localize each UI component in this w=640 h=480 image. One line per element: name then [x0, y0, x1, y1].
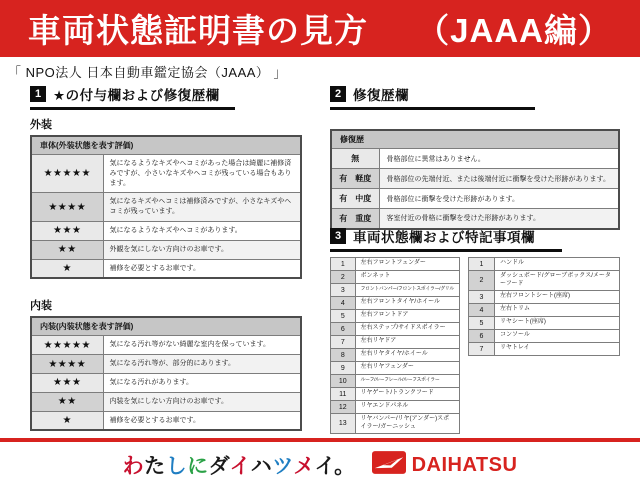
table-row — [331, 297, 460, 310]
grade-cell: 有 中度 — [331, 189, 379, 209]
section1-title: ★の付与欄および修復歴欄 — [53, 88, 220, 103]
repair-history-table — [330, 129, 620, 230]
red-divider-line — [0, 438, 640, 442]
table-row — [469, 317, 620, 330]
section3-number-badge: 3 — [330, 228, 346, 244]
number-cell: 3 — [331, 284, 356, 297]
number-cell: 11 — [331, 388, 356, 401]
interior-parts-table — [468, 257, 620, 356]
table-row — [331, 169, 619, 189]
description-cell: 補修を必要とするお車です。 — [103, 411, 301, 430]
description-cell: 気になる汚れがあります。 — [103, 373, 301, 392]
part-name-cell: 左右リヤフェンダー — [355, 362, 459, 375]
exterior-label: 外装 — [30, 119, 52, 131]
brand-wordmark: DAIHATSU — [411, 453, 518, 476]
grade-cell: 有 重度 — [331, 209, 379, 229]
page-title: 車両状態証明書の見方 — [28, 12, 368, 49]
description-cell: 内装を気にしない方向けのお車です。 — [103, 392, 301, 411]
number-cell: 8 — [331, 349, 356, 362]
part-name-cell: 左右フロントシート(座席) — [495, 291, 620, 304]
description-cell: 気になるようなキズやヘコミがあった場合は綺麗に補修済みですが、小さいなキズやヘコミが残っている場合もあります。 — [103, 155, 301, 193]
description-cell: 気になる汚れ等が、部分的にあります。 — [103, 355, 301, 374]
part-name-cell: リヤシート(座席) — [495, 317, 620, 330]
number-cell: 5 — [469, 317, 495, 330]
star-cell: ★★★★★ — [31, 155, 103, 193]
number-cell: 3 — [469, 291, 495, 304]
description-cell: 気になる汚れ等がない綺麗な室内を保っています。 — [103, 336, 301, 355]
organization-line: 「 NPO法人 日本自動車鑑定協会（JAAA） 」 — [8, 65, 288, 80]
exterior-rating-table — [30, 135, 302, 279]
grade-cell: 無 — [331, 149, 379, 169]
table-row — [31, 411, 301, 430]
table-row — [31, 240, 301, 259]
daihatsu-brand — [372, 451, 518, 479]
number-cell: 1 — [331, 258, 356, 271]
table-row — [331, 375, 460, 388]
section2-number-badge: 2 — [330, 86, 346, 102]
part-name-cell: リヤゲート/トランクフード — [355, 388, 459, 401]
table-row — [331, 401, 460, 414]
section1-heading — [30, 84, 235, 110]
exterior-table-header: 車体(外装状態を表す評価) — [31, 136, 301, 155]
part-name-cell: 左右トリム — [495, 304, 620, 317]
daihatsu-logo-icon — [372, 451, 406, 479]
number-cell: 10 — [331, 375, 356, 388]
description-cell: 気になるキズやヘコミは補修済みですが、小さなキズやヘコミが残っています。 — [103, 193, 301, 222]
slogan-char: た — [144, 455, 166, 478]
table-row — [331, 310, 460, 323]
number-cell: 13 — [331, 414, 356, 434]
number-cell: 4 — [469, 304, 495, 317]
slogan-char: イ — [314, 455, 335, 478]
part-name-cell: 左右フロントフェンダー — [355, 258, 459, 271]
table-row — [331, 388, 460, 401]
interior-label: 内装 — [30, 300, 52, 313]
section-star-ratings — [30, 84, 308, 431]
table-row — [31, 355, 301, 374]
table-row — [469, 330, 620, 343]
page-footer — [0, 450, 640, 480]
section2-heading — [330, 84, 535, 110]
number-cell: 7 — [331, 336, 356, 349]
table-row — [31, 221, 301, 240]
table-row — [331, 189, 619, 209]
table-row — [469, 304, 620, 317]
daihatsu-slogan — [123, 450, 356, 480]
table-row — [331, 362, 460, 375]
number-cell: 4 — [331, 297, 356, 310]
description-cell: 骨格部位に衝撃を受けた形跡があります。 — [379, 189, 619, 209]
section-repair-history — [330, 84, 622, 230]
section-vehicle-condition — [330, 226, 622, 434]
part-name-cell: リヤバンパー/リヤ(アンダー)スポイラー/ガーニッシュ — [355, 414, 459, 434]
description-cell: 客室付近の骨格に衝撃を受けた形跡があります。 — [379, 209, 619, 229]
part-name-cell: 左右フロントタイヤ/ホイール — [355, 297, 459, 310]
table-row — [31, 336, 301, 355]
slogan-char: メ — [293, 455, 315, 478]
exterior-parts-table — [330, 257, 460, 434]
table-row — [331, 323, 460, 336]
part-name-cell: リヤトレイ — [495, 343, 620, 356]
table-row — [331, 284, 460, 297]
star-cell: ★★★ — [31, 221, 103, 240]
part-name-cell: 左右リヤドア — [355, 336, 459, 349]
table-row — [331, 271, 460, 284]
star-cell: ★★ — [31, 392, 103, 411]
number-cell: 2 — [331, 271, 356, 284]
table-row — [31, 193, 301, 222]
star-cell: ★★★★ — [31, 193, 103, 222]
section1-number-badge: 1 — [30, 86, 46, 102]
slogan-char: イ — [229, 455, 251, 478]
slogan-char: ツ — [272, 455, 294, 478]
star-cell: ★★★★ — [31, 355, 103, 374]
table-row — [31, 155, 301, 193]
table-row — [31, 373, 301, 392]
repair-table-header: 修復歴 — [331, 130, 619, 149]
table-row — [331, 414, 460, 434]
section3-heading — [330, 226, 562, 252]
page-header — [0, 0, 640, 57]
star-cell: ★ — [31, 259, 103, 278]
table-row — [31, 259, 301, 278]
part-name-cell: ルーフ/ルーフレール/ルーフスポイラー — [355, 375, 459, 388]
number-cell: 7 — [469, 343, 495, 356]
description-cell: 骨格部位に異常はありません。 — [379, 149, 619, 169]
star-cell: ★★★ — [31, 373, 103, 392]
parts-tables-wrap — [330, 257, 622, 434]
part-name-cell: 左右フロントドア — [355, 310, 459, 323]
number-cell: 12 — [331, 401, 356, 414]
part-name-cell: コンソール — [495, 330, 620, 343]
description-cell: 補修を必要とするお車です。 — [103, 259, 301, 278]
description-cell: 気になるようなキズやヘコミがあります。 — [103, 221, 301, 240]
slogan-char: 。 — [334, 455, 356, 478]
description-cell: 外観を気にしない方向けのお車です。 — [103, 240, 301, 259]
table-row — [469, 343, 620, 356]
part-name-cell: 左右ステップ/サイドスポイラー — [355, 323, 459, 336]
part-name-cell: 左右リヤタイヤ/ホイール — [355, 349, 459, 362]
slogan-char: し — [165, 455, 188, 478]
section3-title: 車両状態欄および特記事項欄 — [353, 230, 535, 245]
part-name-cell: フロントバンパー/フロントスポイラー/グリル — [355, 284, 459, 297]
star-cell: ★★ — [31, 240, 103, 259]
table-row — [469, 271, 620, 291]
slogan-char: わ — [122, 455, 145, 478]
part-name-cell: リヤエンドパネル — [355, 401, 459, 414]
number-cell: 5 — [331, 310, 356, 323]
section2-title: 修復歴欄 — [353, 88, 409, 103]
number-cell: 6 — [469, 330, 495, 343]
star-cell: ★ — [31, 411, 103, 430]
slogan-char: に — [187, 455, 209, 478]
description-cell: 骨格部位の先端付近、または後端付近に衝撃を受けた形跡があります。 — [379, 169, 619, 189]
part-name-cell: ダッシュボード/グローブボックス/メーターフード — [495, 271, 620, 291]
slogan-char: ハ — [250, 455, 273, 478]
number-cell: 9 — [331, 362, 356, 375]
slogan-char: ダ — [208, 455, 230, 478]
page-title-edition: （JAAA編） — [416, 12, 612, 49]
star-cell: ★★★★★ — [31, 336, 103, 355]
table-row — [469, 291, 620, 304]
number-cell: 1 — [469, 258, 495, 271]
table-row — [331, 336, 460, 349]
table-row — [331, 258, 460, 271]
table-row — [31, 392, 301, 411]
number-cell: 2 — [469, 271, 495, 291]
part-name-cell: ボンネット — [355, 271, 459, 284]
part-name-cell: ハンドル — [495, 258, 620, 271]
grade-cell: 有 軽度 — [331, 169, 379, 189]
table-row — [469, 258, 620, 271]
number-cell: 6 — [331, 323, 356, 336]
table-row — [331, 349, 460, 362]
interior-table-header: 内装(内装状態を表す評価) — [31, 317, 301, 336]
table-row — [331, 149, 619, 169]
interior-rating-table — [30, 316, 302, 431]
